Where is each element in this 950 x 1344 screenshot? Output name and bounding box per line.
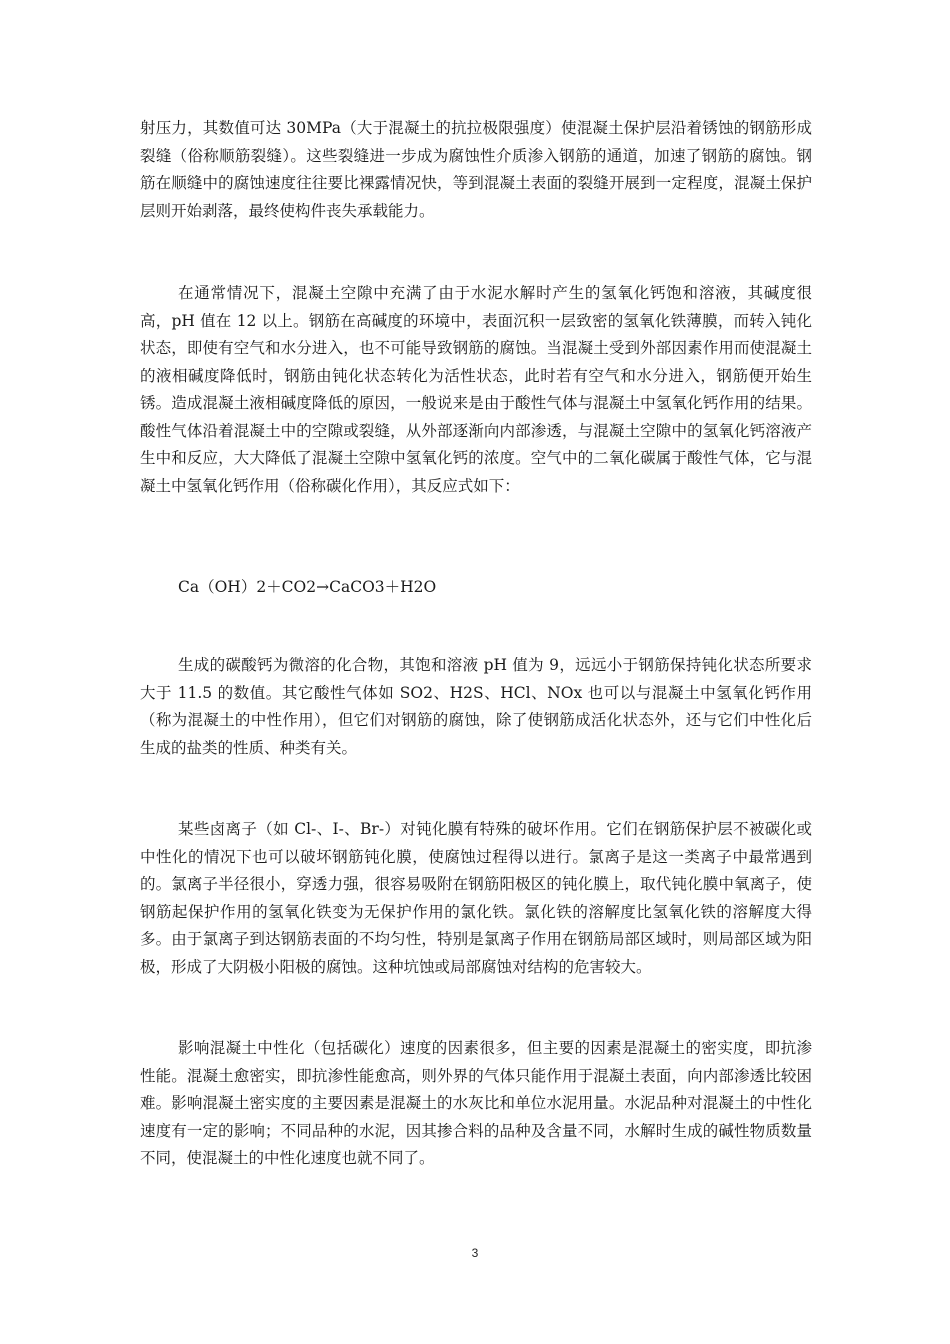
paragraph-rust-expansion: 射压力，其数值可达 30MPa（大于混凝土的抗拉极限强度）使混凝土保护层沿着锈蚀的钢筋形成裂缝（俗称顺筋裂缝）。这些裂缝进一步成为腐蚀性介质渗入钢筋的通道，加速了钢筋的腐蚀。钢筋在顺缝中的腐蚀速度往往要比裸露情况快，等到混凝土表面的裂缝开展到一定程度，混凝土保护层则开始剥落，最终使构件丧失承载能力。 <box>140 119 812 220</box>
reaction-formula: Ca（OH）2＋CO2→CaCO3＋H2O <box>178 578 437 596</box>
paragraph-neutralization-factors: 影响混凝土中性化（包括碳化）速度的因素很多，但主要的因素是混凝土的密实度，即抗渗性能。混凝土愈密实，即抗渗性能愈高，则外界的气体只能作用于混凝土表面，向内部渗透比较困难。影响混凝土密实度的主要因素是混凝土的水灰比和单位水泥用量。水泥品种对混凝土的中性化速度有一定的影响；不同品种的水泥，因其掺合料的品种及含量不同，水解时生成的碱性物质数量不同，使混凝土的中性化速度也就不同了。 <box>140 1039 812 1167</box>
paragraph-calcium-carbonate: 生成的碳酸钙为微溶的化合物，其饱和溶液 pH 值为 9，远远小于钢筋保持钝化状态所要求大于 11.5 的数值。其它酸性气体如 SO2、H2S、HCl、NOx 也可以与混凝土中氢氧化钙作用（称为混凝土的中性作用），但它们对钢筋的腐蚀，除了使钢筋成活化状态外，还与它们中性化后生成的盐类的性质、种类有关。 <box>140 656 812 757</box>
paragraph-passivation: 在通常情况下，混凝土空隙中充满了由于水泥水解时产生的氢氧化钙饱和溶液，其碱度很高，pH 值在 12 以上。钢筋在高碱度的环境中，表面沉积一层致密的氢氧化铁薄膜，而转入钝化状态，即使有空气和水分进入，也不可能导致钢筋的腐蚀。当混凝土受到外部因素作用而使混凝土的液相碱度降低时，钢筋由钝化状态转化为活性状态，此时若有空气和水分进入，钢筋便开始生锈。造成混凝土液相碱度降低的原因，一般说来是由于酸性气体与混凝土中氢氧化钙作用的结果。酸性气体沿着混凝土中的空隙或裂缝，从外部逐渐向内部渗透，与混凝土空隙中的氢氧化钙溶液产生中和反应，大大降低了混凝土空隙中氢氧化钙的浓度。空气中的二氧化碳属于酸性气体，它与混凝土中氢氧化钙作用（俗称碳化作用），其反应式如下： <box>140 284 812 495</box>
page-number: 3 <box>471 1246 479 1260</box>
paragraph-halide-ions: 某些卤离子（如 Cl-、I-、Br-）对钝化膜有特殊的破坏作用。它们在钢筋保护层不被碳化或中性化的情况下也可以破坏钢筋钝化膜，使腐蚀过程得以进行。氯离子是这一类离子中最常遇到的。氯离子半径很小，穿透力强，很容易吸附在钢筋阳极区的钝化膜上，取代钝化膜中氧离子，使钢筋起保护作用的氢氧化铁变为无保护作用的氯化铁。氯化铁的溶解度比氢氧化铁的溶解度大得多。由于氯离子到达钢筋表面的不均匀性，特别是氯离子作用在钢筋局部区域时，则局部区域为阳极，形成了大阴极小阳极的腐蚀。这种坑蚀或局部腐蚀对结构的危害较大。 <box>140 820 812 976</box>
